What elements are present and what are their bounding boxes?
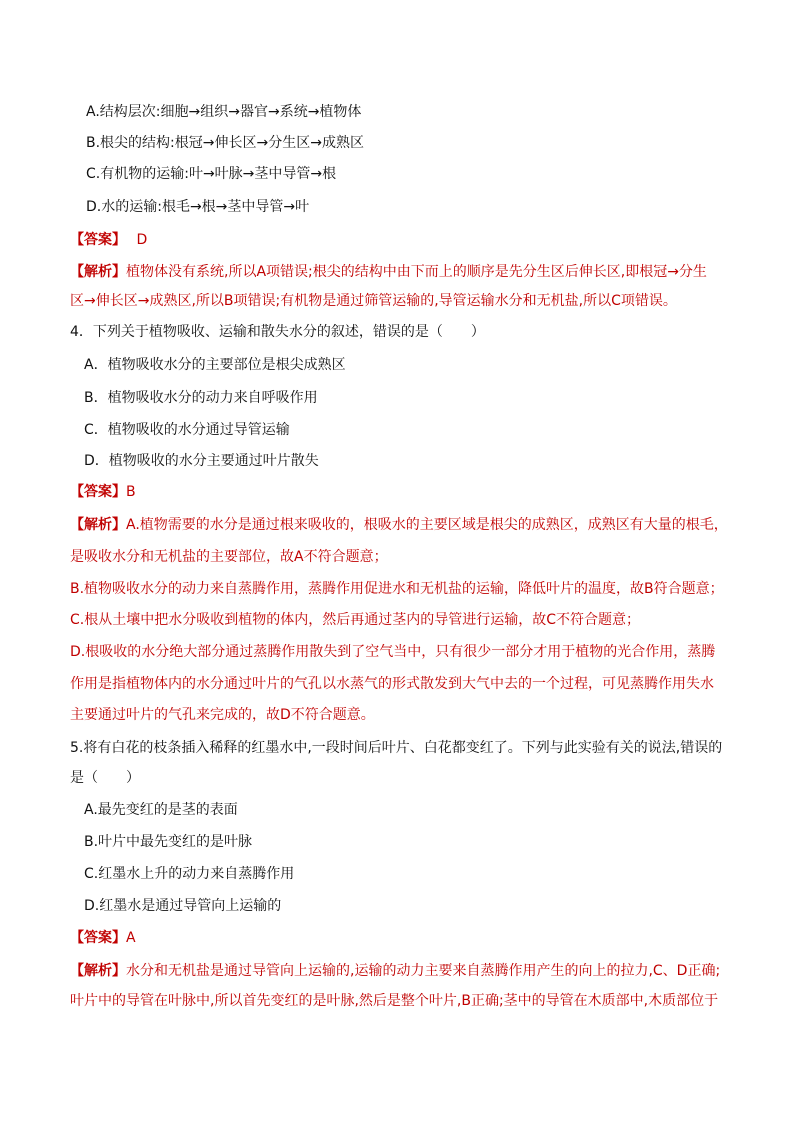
q4-answer — [70, 482, 730, 502]
answer-value: A — [126, 930, 136, 946]
q4-analysis-line-3: B.植物吸收水分的动力来自蒸腾作用，蒸腾作用促进水和无机盐的运输，降低叶片的温度，故B符合题意； — [70, 581, 724, 597]
q3-option-c: C.有机物的运输:叶→叶脉→茎中导管→根 — [86, 166, 337, 182]
q5-option-d: D.红墨水是通过导管向上运输的 — [84, 898, 282, 914]
q5-answer — [70, 928, 730, 948]
q5-analysis-line-1 — [70, 961, 730, 981]
q4-stem: 4．下列关于植物吸收、运输和散失水分的叙述，错误的是（ ） — [70, 324, 485, 340]
analysis-tag: 【解析】 — [70, 517, 126, 533]
q5-stem-line-2: 是（ ） — [70, 770, 140, 786]
q3-option-a: A.结构层次:细胞→组织→器官→系统→植物体 — [86, 104, 362, 120]
q4-analysis-line-2: 是吸收水分和无机盐的主要部位，故A不符合题意； — [70, 549, 388, 565]
q5-analysis-line-2: 叶片中的导管在叶脉中,所以首先变红的是叶脉,然后是整个叶片,B正确;茎中的导管在木质部中,木质部位于 — [70, 993, 719, 1009]
q5-stem-line-1: 5.将有白花的枝条插入稀释的红墨水中,一段时间后叶片、白花都变红了。下列与此实验有关的说法,错误的 — [70, 740, 723, 756]
q4-option-a: A．植物吸收水分的主要部位是根尖成熟区 — [84, 357, 346, 373]
analysis-tag: 【解析】 — [70, 963, 126, 979]
answer-tag: 【答案】 — [70, 232, 126, 248]
q3-option-b: B.根尖的结构:根冠→伸长区→分生区→成熟区 — [86, 135, 364, 151]
answer-value: D — [136, 232, 148, 248]
q4-option-c: C．植物吸收的水分通过导管运输 — [84, 422, 290, 438]
q5-option-b: B.叶片中最先变红的是叶脉 — [84, 834, 253, 850]
answer-tag: 【答案】 — [70, 930, 126, 946]
answer-tag: 【答案】 — [70, 484, 126, 500]
analysis-text: 水分和无机盐是通过导管向上运输的,运输的动力主要来自蒸腾作用产生的向上的拉力,C、D正确; — [126, 963, 721, 979]
q4-analysis-line-1 — [70, 515, 730, 535]
q4-analysis-line-6: 作用是指植物体内的水分通过叶片的气孔以水蒸气的形式散发到大气中去的一个过程，可见蒸腾作用失水 — [70, 676, 714, 692]
q4-analysis-line-5: D.根吸收的水分绝大部分通过蒸腾作用散失到了空气当中，只有很少一部分才用于植物的光合作用，蒸腾 — [70, 644, 716, 660]
q3-analysis-line-2: 区→伸长区→成熟区,所以B项错误;有机物是通过筛管运输的,导管运输水分和无机盐,所以C项错误。 — [70, 293, 677, 309]
q4-analysis-line-7: 主要通过叶片的气孔来完成的，故D不符合题意。 — [70, 707, 375, 723]
q4-option-b: B．植物吸收水分的动力来自呼吸作用 — [84, 390, 318, 406]
q3-analysis-line-1 — [70, 262, 730, 282]
analysis-text: A.植物需要的水分是通过根来吸收的，根吸水的主要区域是根尖的成熟区，成熟区有大量的根毛， — [126, 517, 728, 533]
answer-value: B — [126, 484, 136, 500]
q4-analysis-line-4: C.根从土壤中把水分吸收到植物的体内，然后再通过茎内的导管进行运输，故C不符合题意； — [70, 612, 640, 628]
q5-option-c: C.红墨水上升的动力来自蒸腾作用 — [84, 866, 295, 882]
q3-answer — [70, 230, 730, 250]
q4-option-d: D．植物吸收的水分主要通过叶片散失 — [84, 453, 319, 469]
analysis-tag: 【解析】 — [70, 264, 126, 280]
q3-option-d: D.水的运输:根毛→根→茎中导管→叶 — [86, 199, 310, 215]
q5-option-a: A.最先变红的是茎的表面 — [84, 802, 238, 818]
analysis-text: 植物体没有系统,所以A项错误;根尖的结构中由下而上的顺序是先分生区后伸长区,即根冠→分生 — [126, 264, 707, 280]
